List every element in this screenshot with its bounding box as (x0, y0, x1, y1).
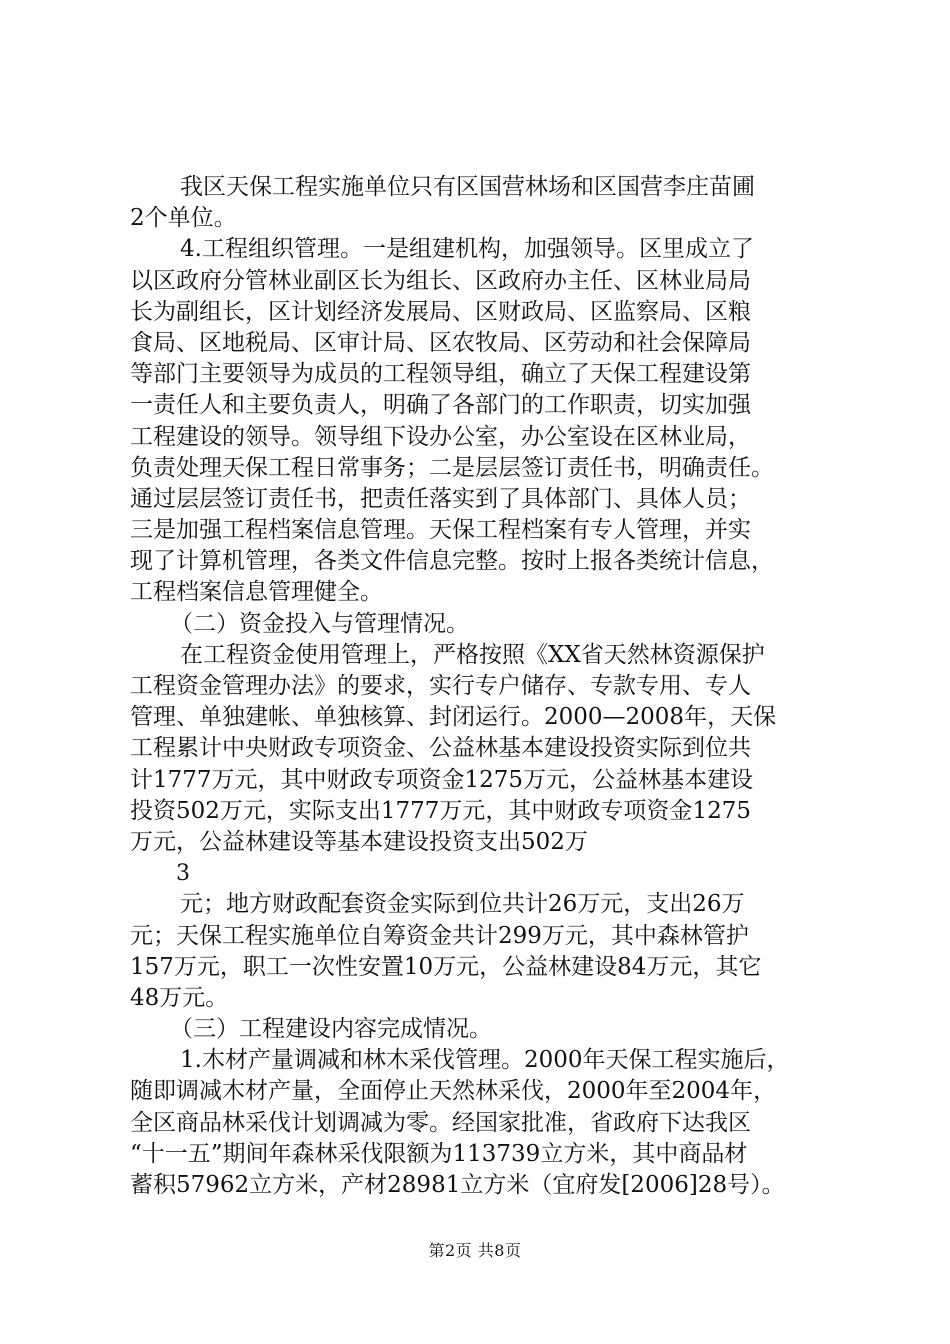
text-line: 157万元，职工一次性安置10万元，公益林建设84万元，其它 (130, 953, 762, 980)
text-line: 现了计算机管理，各类文件信息完整。按时上报各类统计信息， (130, 548, 774, 575)
section-heading: （三）工程建设内容完成情况。 (170, 1016, 492, 1043)
text-line: 管理、单独建帐、单独核算、封闭运行。2000—2008年，天保 (130, 704, 777, 731)
text-line: 在工程资金使用管理上，严格按照《XX省天然林资源保护 (180, 641, 765, 668)
text-line: 工程累计中央财政专项资金、公益林基本建设投资实际到位共 (130, 735, 751, 762)
page-footer: 第2页 共8页 (428, 1241, 522, 1260)
text-line: 4.工程组织管理。一是组建机构，加强领导。区里成立了 (180, 236, 754, 263)
inline-page-number: 3 (176, 861, 190, 887)
text-line: 元；天保工程实施单位自筹资金共计299万元，其中森林管护 (130, 922, 749, 949)
text-line: 投资502万元，实际支出1777万元，其中财政专项资金1275 (130, 797, 751, 824)
text-line: “十一五”期间年森林采伐限额为113739立方米，其中商品材 (130, 1140, 748, 1167)
text-line: 以区政府分管林业副区长为组长、区政府办主任、区林业局局 (130, 267, 751, 294)
text-line: 工程资金管理办法》的要求，实行专户储存、专款专用、专人 (130, 673, 751, 699)
text-line: 一责任人和主要负责人，明确了各部门的工作职责，切实加强 (130, 392, 751, 419)
text-line: 长为副组长，区计划经济发展局、区财政局、区监察局、区粮 (130, 298, 751, 325)
text-line: 2个单位。 (130, 205, 237, 232)
text-line: 全区商品林采伐计划调减为零。经国家批准，省政府下达我区 (130, 1109, 751, 1136)
text-line: 食局、区地税局、区审计局、区农牧局、区劳动和社会保障局 (130, 329, 751, 356)
text-line: 三是加强工程档案信息管理。天保工程档案有专人管理，并实 (130, 517, 751, 544)
text-line: 工程档案信息管理健全。 (130, 579, 383, 606)
text-line: 我区天保工程实施单位只有区国营林场和区国营李庄苗圃 (180, 174, 755, 200)
text-line: 万元，公益林建设等基本建设投资支出502万 (130, 828, 588, 855)
text-line: 1.木材产量调减和林木采伐管理。2000年天保工程实施后， (180, 1047, 790, 1074)
text-line: 元；地方财政配套资金实际到位共计26万元，支出26万 (180, 891, 745, 918)
text-line: 工程建设的领导。领导组下设办公室，办公室设在区林业局， (130, 423, 751, 450)
text-line: 蓄积57962立方米，产材28981立方米（宜府发[2006]28号）。 (130, 1172, 785, 1198)
document-body (130, 172, 850, 1201)
text-line: 通过层层签订责任书，把责任落实到了具体部门、具体人员； (130, 485, 751, 512)
section-heading: （二）资金投入与管理情况。 (170, 610, 469, 637)
text-line: 48万元。 (130, 984, 229, 1011)
text-line: 负责处理天保工程日常事务；二是层层签订责任书，明确责任。 (130, 454, 774, 481)
text-line: 计1777万元，其中财政专项资金1275万元，公益林基本建设 (130, 766, 754, 793)
text-line: 随即调减木材产量，全面停止天然林采伐，2000年至2004年， (130, 1078, 777, 1105)
text-line: 等部门主要领导为成员的工程领导组，确立了天保工程建设第 (130, 361, 751, 388)
